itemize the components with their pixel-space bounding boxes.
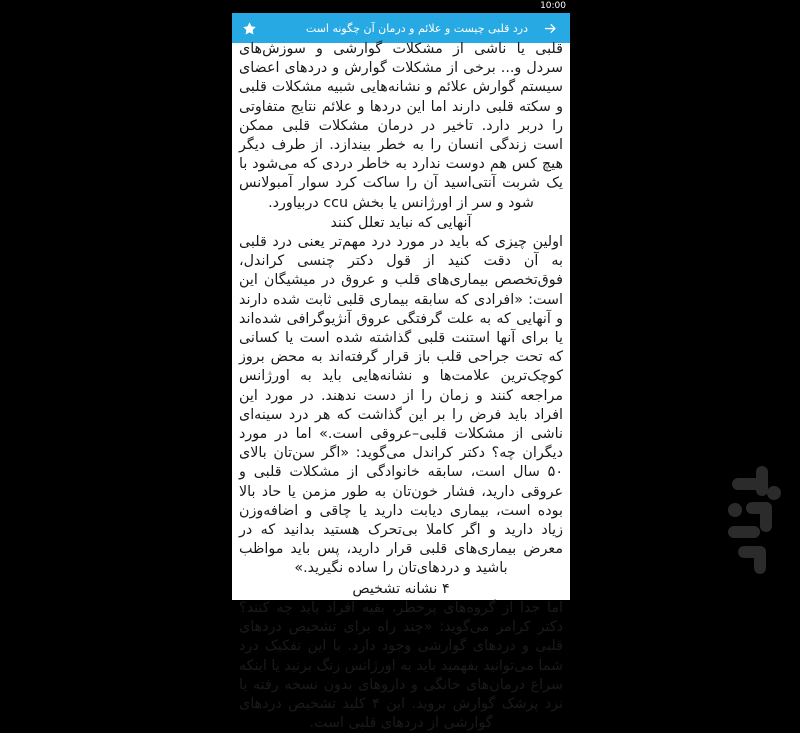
arrow-back-rtl-icon [543,21,558,36]
article-body [232,40,570,733]
action-bar-title-container [266,13,530,43]
app-logo-watermark [708,460,782,578]
article-subheading: ۴ نشانه تشخیص [352,580,450,597]
star-icon [242,21,257,36]
page-title: درد قلبی چیست و علائم و درمان آن چگونه است [305,21,528,35]
article-paragraph: قلبی یا ناشی از مشکلات گوارشی و سوزش‌های سردل و... برخی از مشکلات گوارش و دردهای اعضای سیستم گوارش علائم و نشانه‌هایی شبیه مشکلات قلبی و سکته قلبی دارند اما این دردها و علائم نتایج متفاوتی را دربر دارد. تاخیر در درمان مشکلات قلبی ممکن است زندگی انسان را به خطر بیندازد. از طرف دیگر هیچ کس هم دوست ندارد به خاطر دردی که می‌شود با یک شربت آنتی‌اسید آن را ساکت کرد سوار آمبولانس شود و سر از اورژانس یا بخش ccu دربیاورد. [239,41,563,211]
status-bar-clock: 10:00 [540,1,566,11]
back-button[interactable] [530,13,570,43]
article-subheading: آنهایی که نباید تعلل کنند [330,214,472,231]
app-window [232,0,570,732]
action-bar [232,13,570,43]
status-bar [232,0,570,13]
article-paragraph: اولین چیزی که باید در مورد درد مهم‌تر یعنی درد قلبی به آن دقت کنید از قول دکتر چنسی کراندل، فوق‌تخصص بیماری‌های قلب و عروق در میشیگان این است: «افرادی که سابقه بیماری قلبی ثابت شده دارند و آنهایی که به علت گرفتگی عروق آنژیوگرافی شده‌اند یا برای آنها استنت قلبی گذاشته شده است یا کسانی که تحت جراحی قلب باز قرار گرفته‌اند به محض بروز کوچک‌ترین علامت‌ها و نشانه‌هایی باید به اورژانس مراجعه کنند و زمان را از دست ندهند. در مورد این افراد باید فرض را بر این گذاشت که هر درد سینه‌ای ناشی از مشکلات قلبی–عروقی است.» اما در مورد دیگران چه؟ دکتر کراندل می‌گوید: «اگر سن‌تان بالای ۵۰ سال است، سابقه خانوادگی از مشکلات قلبی و عروقی دارید، فشار خون‌تان به طور مزمن یا حاد بالا بوده است، بیماری دیابت دارید یا چاقی و اضافه‌وزن زیاد دارید و اگر کاملا بی‌تحرک هستید بدانید که در معرض بیماری‌های قلبی قرار دارید، پس باید مواظب باشید و دردهای‌تان را ساده نگیرید.» [239,234,563,577]
article-scroll-container[interactable] [232,41,570,732]
favorite-button[interactable] [232,13,266,43]
article-paragraph: اما جدا از گروه‌های پرخطر، بقیه افراد باید چه کنند؟ دکتر کرامر می‌گوید: «چند راه برای تشخیص دردهای قلبی و دردهای گوارشی وجود دارد. با این تفکیک درد شما می‌توانید بفهمید باید به اورژانس زنگ بزنید یا اینکه سراغ درمان‌های خانگی و داروهای بدون نسخه رفته یا نزد پزشک گوارش بروید. این ۴ کلید تشخیص دردهای گوارشی از دردهای قلبی است. [239,599,563,732]
